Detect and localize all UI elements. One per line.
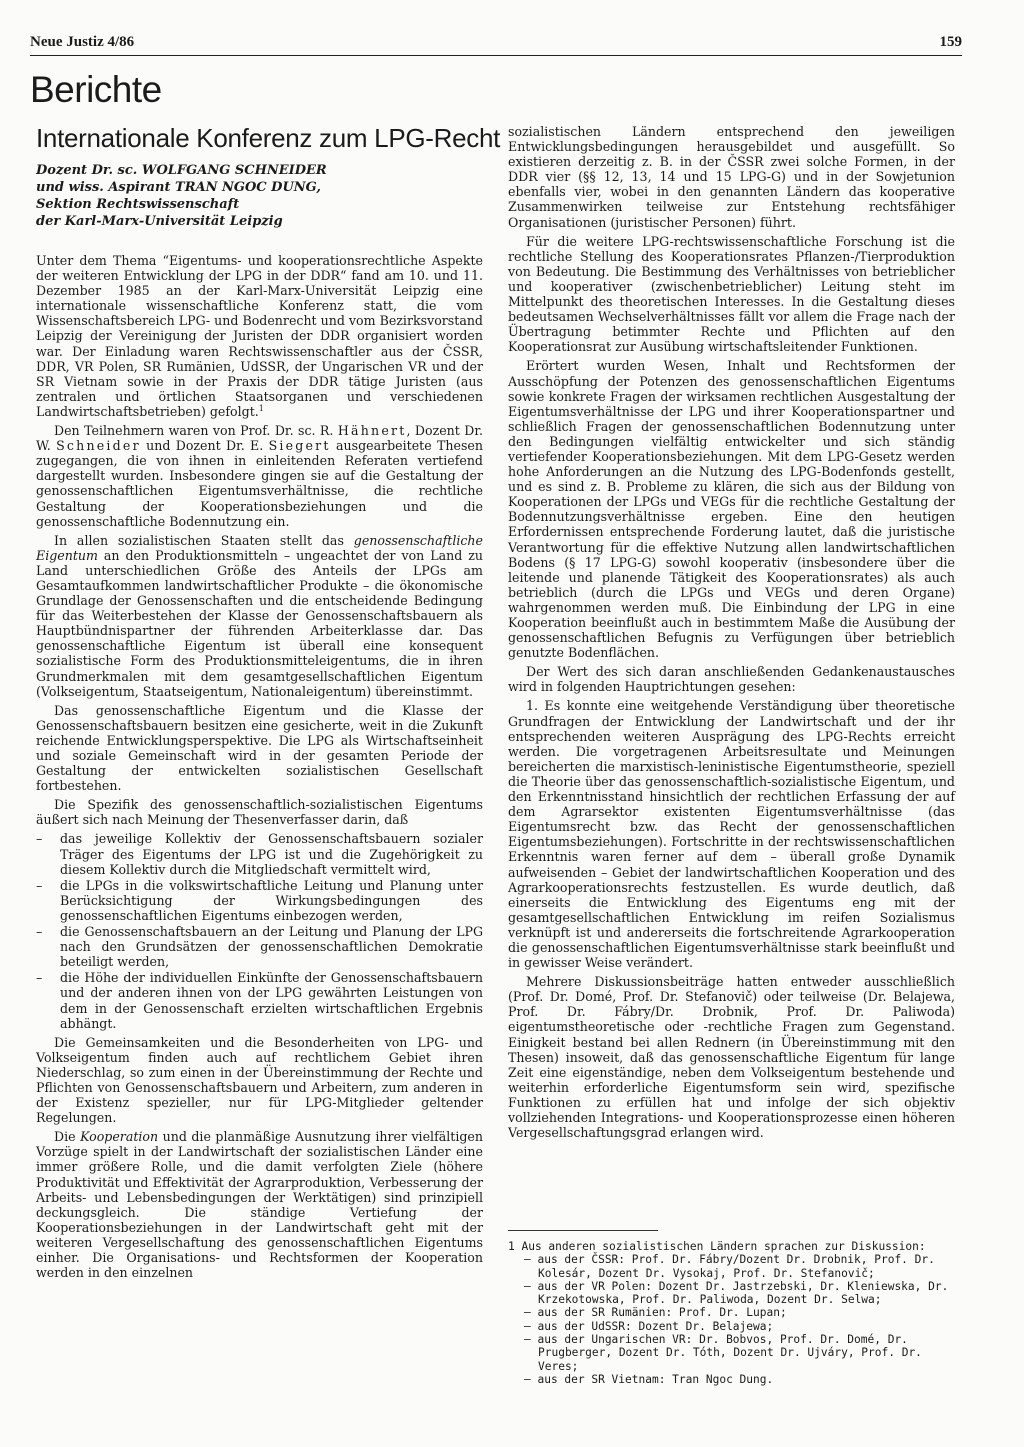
article-title: Internationale Konferenz zum LPG-Recht [36,123,501,153]
paragraph: Für die weitere LPG-rechtswissenschaftliche Forschung ist die rechtliche Stellung des Kooperationsrates Pflanzen-/Tierproduktion von Bedeutung. Die Bestimmung des Verhältnisses von betrieblicher und kooperativer (zwischenbetrieblicher) Leitung steht im Mittelpunkt des theoretischen Interesses. In die Gestaltung dieses bedeutsamen Wechselverhältnisses fällt vor allem die Frage nach der Übertragung betimmter Rechte und Pflichten auf den Kooperationsrat zur Ausübung wirtschaftsleitender Funktionen. [508,233,955,355]
author-line: Dozent Dr. sc. WOLFGANG SCHNEIDER [36,163,327,178]
paragraph: Mehrere Diskussionsbeiträge hatten entweder ausschließlich (Prof. Dr. Domé, Prof. Dr. Stefanovič) oder teilweise (Dr. Belajewa, Prof. Dr. Fábry/Dr. Drobnik, Prof. Dr. Paliwoda) eigentumstheoretische oder -rechtliche Fragen zum Gegenstand. Einigkeit bestand bei allen Rednern (in Übereinstimmung mit den Thesen) insoweit, daß das genossenschaftliche Eigentum für lange Zeit eine eigenständige, neben dem Volkseigentum bestehende und weiterhin erforderliche Eigentumsform sein wird, spezifische Funktionen zu erfüllen hat und infolge der sich objektiv vollziehenden Integrations- und Kooperationsprozesse einen höheren Vergesellschaftungsgrad erlangen wird. [508,974,955,1141]
section-title: Berichte [30,69,162,110]
paragraph: Die Gemeinsamkeiten und die Besonderheiten von LPG- und Volkseigentum finden auch auf rechtlichem Gebiet ihren Niederschlag, so zum einen in der Übereinstimmung der Rechte und Pflichten von Genossenschaftsbauern und Arbeitern, zum anderen in der Existenz spezieller, nur für LPG-Mitglieder geltender Regelungen. [36,1034,483,1126]
paragraph: Das genossenschaftliche Eigentum und die Klasse der Genossenschaftsbauern besitzen eine gesicherte, weit in die Zukunft reichende Entwicklungsperspektive. Die LPG als Wirtschaftseinheit und soziale Gemeinschaft wird in der gesamten Periode der Gestaltung der entwickelten sozialistischen Gesellschaft fortbestehen. [36,702,483,794]
paragraph: 1. Es konnte eine weitgehende Verständigung über theoretische Grundfragen der Entwicklung der Landwirtschaft und der ihr entsprechenden weiteren Ausprägung des LPG-Rechts erreicht werden. Die vorgetragenen Arbeitsresultate und Meinungen bereicherten die marxistisch-leninistische Eigentumstheorie, speziell die Theorie über das genossenschaftlich-sozialistische Eigentum, und den Erkenntnisstand hinsichtlich der rechtlichen Erfassung der auf dem Agrarsektor existenten Eigentumsverhältnisse (das Eigentumsrecht bzw. das Recht der genossenschaftlichen Eigentumsbeziehungen). Fortschritte in der rechtswissenschaftlichen Erkenntnis waren ferner auf dem – überall große Dynamik aufweisenden – Gebiet der landwirtschaftlichen Kooperation und des Agrarkooperationsrechts festzustellen. Es wurde deutlich, daß einerseits die Entwicklung des Eigentums eng mit der gesamtgesellschaftlichen Entwicklung im reifen Sozialismus verknüpft ist und andererseits die fortschreitende Agrarkooperation die genossenschaftlichen Eigentumsverhältnisse stark beeinflußt und in gewisser Weise verändert. [508,698,955,971]
paragraph: Unter dem Thema “Eigentums- und kooperationsrechtliche Aspekte der weiteren Entwicklung der LPG in der DDR“ fand am 10. und 11. Dezember 1985 an der Karl-Marx-Universität Leipzig eine internationale wissenschaftliche Konferenz statt, die vom Wissenschaftsbereich LPG- und Bodenrecht und vom Bezirksvorstand Leipzig der Vereinigung der Juristen der DDR organisiert worden war. Der Einladung waren Rechtswissenschaftler aus der ČSSR, DDR, VR Polen, SR Rumänien, UdSSR, der Ungarischen VR und der SR Vietnam sowie in der Praxis der DDR tätige Juristen (aus zentralen und örtlichen Staatsorganen und verschiedenen Landwirtschaftsbetrieben) gefolgt.$^1$ [36,253,483,419]
name-siegert: Siegert [268,438,331,454]
emphasis: genossenschaftliche Eigentum [36,532,483,563]
author-block [36,162,476,230]
footnote-line: – aus der UdSSR: Dozent Dr. Belajewa; [524,1319,774,1333]
footnotes [508,1240,955,1386]
list-item: – die LPGs in die volkswirtschaftliche Leitung und Planung unter Berücksichtigung der Wirkungsbedingungen des genossenschaftlichen Eigentums einbezogen werden, [36,878,483,923]
footnote-line: – aus der ČSSR: Prof. Dr. Fábry/Dozent Dr. Drobnik, Prof. Dr. Kolesár, Dozent Dr. Vysokaj, Prof. Dr. Stefanovič; [524,1253,935,1280]
author-line: der Karl-Marx-Universität Leipzig [36,214,283,229]
footnote-line: – aus der Ungarischen VR: Dr. Bobvos, Prof. Dr. Domé, Dr. Prugberger, Dozent Dr. Tóth, Dozent Dr. Ujváry, Prof. Dr. Veres; [524,1333,922,1373]
paragraph: Der Wert des sich daran anschließenden Gedankenaustausches wird in folgenden Hauptrichtungen gesehen: [508,664,955,695]
footnote-line: – aus der SR Vietnam: Tran Ngoc Dung. [524,1372,774,1386]
right-column [508,124,955,1144]
running-header [30,34,962,56]
list-item: – die Genossenschaftsbauern an der Leitung und Planung der LPG nach den Grundsätzen der genossenschaftlichen Demokratie beteiligt werden, [36,924,483,969]
paragraph: Den Teilnehmern waren von Prof. Dr. sc. R. Hähnert, Dozent Dr. W. Schneider und Dozent Dr. E. Siegert ausgearbeitete Thesen zugegangen, die von ihnen in einleitenden Referaten vertiefend dargestellt wurden. Insbesondere gingen sie auf die Gestaltung der genossenschaftlichen Eigentumsverhältnisse, die rechtliche Gestaltung der Kooperationsbeziehungen und die genossenschaftliche Bodennutzung ein. [36,423,483,529]
name-schneider: Schneider [56,438,141,454]
list-item: – die Höhe der individuellen Einkünfte der Genossenschaftsbauern und der anderen ihnen von der LPG gewährten Leistungen von dem in der Genossenschaft erzielten wirtschaftlichen Ergebnis abhängt. [36,970,483,1030]
paragraph: Die Spezifik des genossenschaftlich-sozialistischen Eigentums äußert sich nach Meinung der Thesenverfasser darin, daß [36,797,483,828]
footnote-line: – aus der SR Rumänien: Prof. Dr. Lupan; [524,1306,787,1320]
footnote-rule [508,1230,658,1231]
header-rule [30,55,962,56]
footnote-intro: 1 Aus anderen sozialistischen Ländern sprachen zur Diskussion: [508,1240,926,1253]
name-haehnert: Hähnert [337,423,407,439]
author-line: und wiss. Aspirant TRAN NGOC DUNG, [36,180,321,195]
emphasis: Kooperation [80,1129,159,1145]
paragraph: Erörtert wurden Wesen, Inhalt und Rechtsformen der Ausschöpfung der Potenzen des genossenschaftlichen Eigentums sowie konkrete Fragen der wirksamen rechtlichen Ausgestaltung der Eigentumsverhältnisse der LPG und ihrer Kooperationspartner und schließlich Fragen der genossenschaftlichen Bodennutzung unter den Bedingungen vielfältig entwickelter und sich ständig vertiefender Kooperationsbeziehungen. Mit dem LPG-Gesetz werden hohe Anforderungen an die Nutzung des LPG-Bodenfonds gestellt, und es sind z. B. Probleme zu klären, die sich aus der Bildung von Kooperationen der LPGs und VEGs für die rechtliche Gestaltung der Bodennutzungsverhältnisse ergeben. Eine den heutigen Erfordernissen entsprechende Forderung lautet, daß die juristische Verantwortung für die effektive Nutzung allen landwirtschaftlichen Bodens (§ 17 LPG-G) sowohl kooperativ (insbesondere über die leitende und planende Tätigkeit des Kooperationsrates) als auch betrieblich (durch die LPGs und VEGs und deren Organe) wahrgenommen werden muß. Die Einbindung der LPG in eine Kooperation beeinflußt auch in bestimmtem Maße die Ausübung der genossenschaftlichen Befugnis zu Verfügungen über betrieblich genutzte Bodenflächen. [508,358,955,661]
list-item: – das jeweilige Kollektiv der Genossenschaftsbauern sozialer Träger des Eigentums der LPG ist und die Zugehörigkeit zu diesem Kollektiv durch die Mitgliedschaft vermittelt wird, [36,831,483,876]
left-column [36,253,483,1284]
paragraph: In allen sozialistischen Staaten stellt das genossenschaftliche Eigentum an den Produktionsmitteln – ungeachtet der von Land zu Land unterschiedlichen Größe des Anteils der LPGs am Gesamtaufkommen landwirtschaftlicher Produkte – die ökonomische Grundlage der Genossenschaften und die entscheidende Bedingung für das Weiterbestehen der Klasse der Genossenschaftsbauern als Hauptbündnispartner der führenden Arbeiterklasse dar. Das genossenschaftliche Eigentum ist überall eine konsequent sozialistische Form des Produktionsmitteleigentums, die in ihren Grundmerkmalen mit dem gesamtgesellschaftlichen Eigentum (Volkseigentum, Staatseigentum, Nationaleigentum) übereinstimmt. [36,532,483,699]
page-number: 159 [939,34,962,50]
paragraph: sozialistischen Ländern entsprechend den jeweiligen Entwicklungsbedingungen herausgebildet und ausgefüllt. So existieren derzeitig z. B. in der ČSSR zwei solche Formen, in der DDR vier (§§ 12, 13, 14 und 15 LPG-G) und in der Sowjetunion ebenfalls vier, wobei in den genannten Ländern das kooperative Zusammenwirken teilweise zur Entstehung rechtsfähiger Organisationen (juristischer Personen) führt. [508,124,955,230]
author-line: Sektion Rechtswissenschaft [36,197,240,212]
footnote-line: – aus der VR Polen: Dozent Dr. Jastrzebski, Dr. Kleniewska, Dr. Krzekotowska, Prof. Dr. Paliwoda, Dozent Dr. Selwa; [524,1279,949,1307]
footnote-ref: 1 [258,403,264,413]
journal-issue: Neue Justiz 4/86 [30,34,135,50]
paragraph: Die Kooperation und die planmäßige Ausnutzung ihrer vielfältigen Vorzüge spielt in der Landwirtschaft der sozialistischen Länder eine immer größere Rolle, und die damit verfolgten Ziele (höhere Produktivität und Effektivität der Agrarproduktion, Verbesserung der Arbeits- und Lebensbedingungen der Werktätigen) sind prinzipiell deckungsgleich. Die ständige Vertiefung der Kooperationsbeziehungen in der Landwirtschaft geht mit der weiteren Vergesellschaftung des genossenschaftlichen Eigentums einher. Die Organisations- und Rechtsformen der Kooperation werden in den einzelnen [36,1129,483,1281]
bullet-list [36,831,483,1030]
